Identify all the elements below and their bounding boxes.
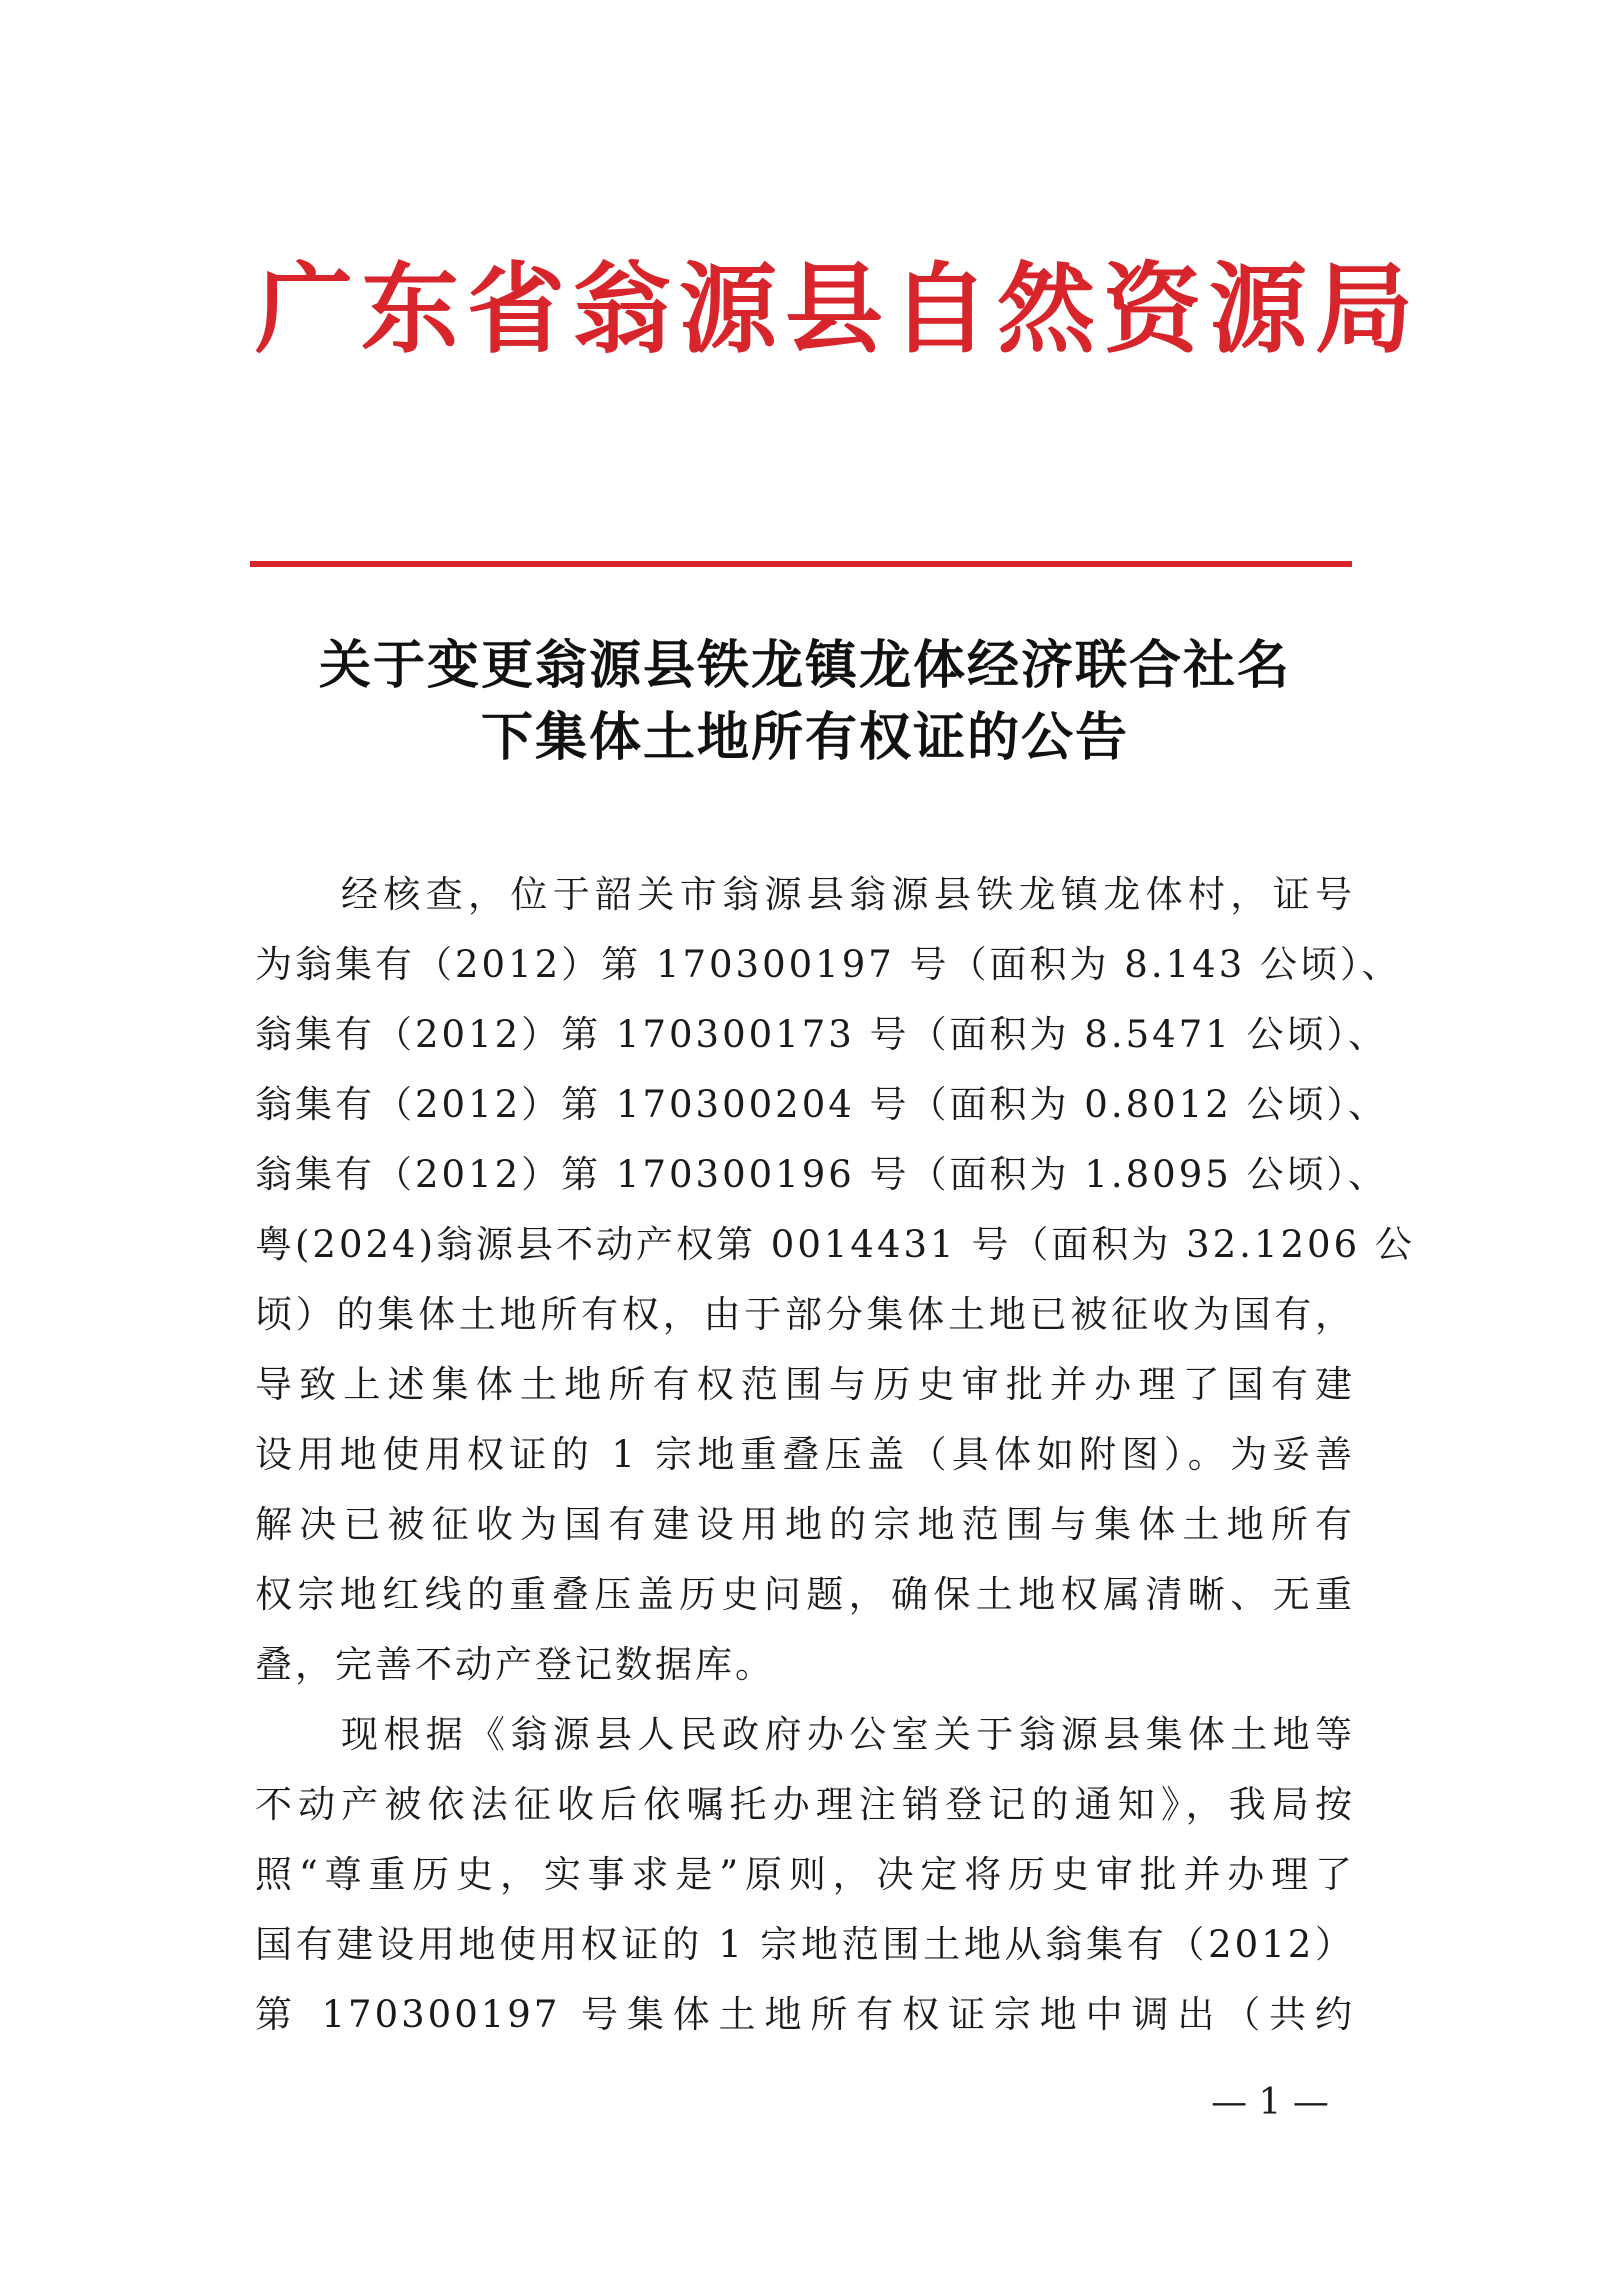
body-line: 第 170300197 号集体土地所有权证宗地中调出（共约 xyxy=(255,1993,1355,2036)
document-body xyxy=(255,860,1415,2050)
body-line: 翁集有（2012）第 170300196 号（面积为 1.8095 公顷）、 xyxy=(255,1153,1389,1196)
body-line: 翁集有（2012）第 170300173 号（面积为 8.5471 公顷）、 xyxy=(255,1013,1389,1056)
body-line: 翁集有（2012）第 170300204 号（面积为 0.8012 公顷）、 xyxy=(255,1083,1389,1126)
document-title-line-2: 下集体土地所有权证的公告 xyxy=(480,708,1129,768)
body-line: 解决已被征收为国有建设用地的宗地范围与集体土地所有 xyxy=(255,1503,1355,1546)
body-line: 经核查，位于韶关市翁源县翁源县铁龙镇龙体村，证号 xyxy=(341,873,1355,916)
body-line: 粤(2024)翁源县不动产权第 0014431 号（面积为 32.1206 公 xyxy=(255,1223,1415,1266)
body-line: 权宗地红线的重叠压盖历史问题，确保土地权属清晰、无重 xyxy=(255,1573,1355,1616)
paragraph-2 xyxy=(255,1700,1355,2050)
body-line: 叠，完善不动产登记数据库。 xyxy=(255,1643,775,1686)
body-line: 国有建设用地使用权证的 1 宗地范围土地从翁集有（2012） xyxy=(255,1923,1355,1966)
agency-header: 广东省翁源县自然资源局 xyxy=(255,253,1422,367)
red-divider xyxy=(250,561,1352,567)
document-title xyxy=(230,630,1380,774)
document-title-line-1: 关于变更翁源县铁龙镇龙体经济联合社名 xyxy=(318,636,1291,696)
page-number: — 1 — xyxy=(1211,2082,1329,2123)
body-line: 顷）的集体土地所有权，由于部分集体土地已被征收为国有， xyxy=(255,1293,1355,1336)
body-line: 现根据《翁源县人民政府办公室关于翁源县集体土地等 xyxy=(341,1713,1355,1756)
body-line: 为翁集有（2012）第 170300197 号（面积为 8.143 公顷）、 xyxy=(255,943,1402,986)
body-line: 导致上述集体土地所有权范围与历史审批并办理了国有建 xyxy=(255,1363,1355,1406)
paragraph-1 xyxy=(255,860,1415,1700)
body-line: 照“尊重历史，实事求是”原则，决定将历史审批并办理了 xyxy=(255,1853,1355,1896)
body-line: 不动产被依法征收后依嘱托办理注销登记的通知》，我局按 xyxy=(255,1783,1355,1826)
body-line: 设用地使用权证的 1 宗地重叠压盖（具体如附图）。为妥善 xyxy=(255,1433,1355,1476)
